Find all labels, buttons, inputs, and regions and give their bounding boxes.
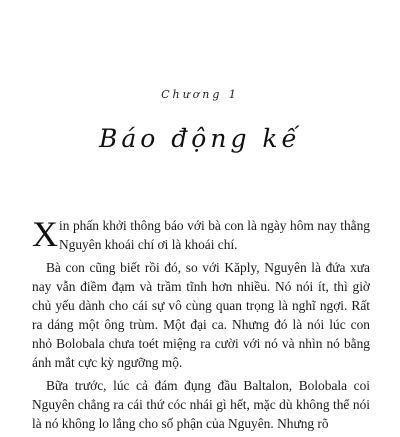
chapter-label: Chương 1: [161, 88, 239, 101]
paragraph-1: [32, 216, 370, 254]
paragraph-2: Bà con cũng biết rồi đó, so với Kăply, Nguyên là đứa xưa nay vẫn điềm đạm và trầm tĩnh hơn nhiều. Nó nói ít, thì giờ chủ yếu dành cho cái sự vô cùng quan trọng là nghĩ ngợi. Rất ra dáng một ông trùm. Một đại ca. Nhưng đó là nói lúc con nhỏ Bolobala chưa toét miệng ra cười với nó và nhìn nó bằng ánh mắt cực kỳ ngưỡng mộ.: [32, 260, 370, 370]
paragraph-1-text: in phấn khởi thông báo với bà con là ngày hôm nay thằng Nguyên khoái chí ơi là khoái chí.: [59, 218, 370, 252]
chapter-title: Báo động kế: [99, 124, 301, 153]
drop-cap: X: [32, 214, 58, 254]
chapter-body: [32, 216, 370, 437]
paragraph-3: Bữa trước, lúc cả đám đụng đầu Baltalon, Bolobala coi Nguyên chẳng ra cái thứ cóc nhái gì hết, mặc dù không thể nói là nó không lo lắng cho số phận của Nguyên. Nhưng rõ: [32, 378, 370, 431]
